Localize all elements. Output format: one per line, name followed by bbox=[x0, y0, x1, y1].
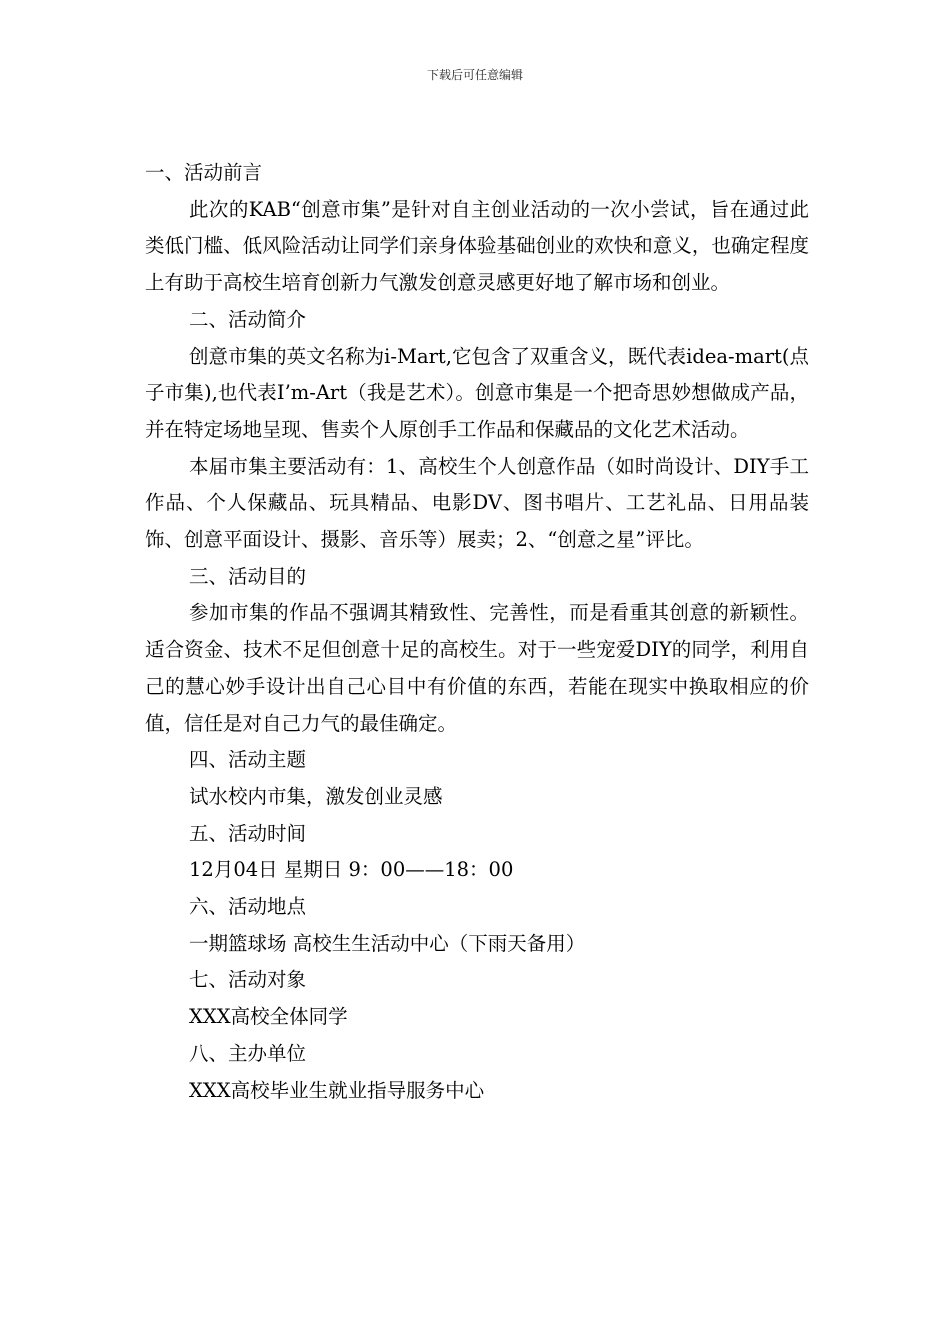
page-header: 下载后可任意编辑 bbox=[426, 68, 523, 82]
section-body-2b: 本届市集主要活动有：1、高校生个人创意作品（如时尚设计、DIY手工作品、个人保藏品、玩具精品、电影DV、图书唱片、工艺礼品、日用品装饰、创意平面设计、摄影、音乐等）展卖；2、“创意之星”评比。 bbox=[145, 454, 809, 552]
section-title-6: 六、活动地点 bbox=[189, 895, 307, 919]
section-body-3: 参加市集的作品不强调其精致性、完善性，而是看重其创意的新颖性。适合资金、技术不足但创意十足的高校生。对于一些宠爱DIY的同学，利用自己的慧心妙手设计出自己心目中有价值的东西，若能在现实中换取相应的价值，信任是对自己力气的最佳确定。 bbox=[145, 601, 809, 735]
section-body-6: 一期篮球场 高校生生活动中心（下雨天备用） bbox=[189, 931, 586, 955]
section-body-5: 12月04日 星期日 9：00——18：00 bbox=[189, 858, 514, 882]
section-title-1: 一、活动前言 bbox=[145, 161, 263, 184]
section-title-7: 七、活动对象 bbox=[189, 968, 307, 992]
section-title-4: 四、活动主题 bbox=[189, 748, 307, 772]
section-title-5: 五、活动时间 bbox=[189, 821, 307, 845]
section-body-7: XXX高校全体同学 bbox=[189, 1005, 348, 1029]
section-body-2a: 创意市集的英文名称为i-Mart,它包含了双重含义，既代表idea-mart(点子市集),也代表I’m-Art（我是艺术）。创意市集是一个把奇思妙想做成产品，并在特定场地呈现、售卖个人原创手工作品和保藏品的文化艺术活动。 bbox=[145, 344, 809, 441]
section-title-8: 八、主办单位 bbox=[189, 1041, 307, 1065]
section-body-1: 此次的KAB“创意市集”是针对自主创业活动的一次小尝试，旨在通过此类低门槛、低风险活动让同学们亲身体验基础创业的欢快和意义，也确定程度上有助于高校生培育创新力气激发创意灵感更好地了解市场和创业。 bbox=[145, 197, 809, 295]
section-title-3: 三、活动目的 bbox=[189, 564, 307, 588]
section-title-2: 二、活动简介 bbox=[189, 307, 307, 331]
document-body bbox=[145, 155, 809, 1109]
section-body-8: XXX高校毕业生就业指导服务中心 bbox=[189, 1078, 485, 1102]
section-body-4: 试水校内市集，激发创业灵感 bbox=[189, 784, 443, 808]
